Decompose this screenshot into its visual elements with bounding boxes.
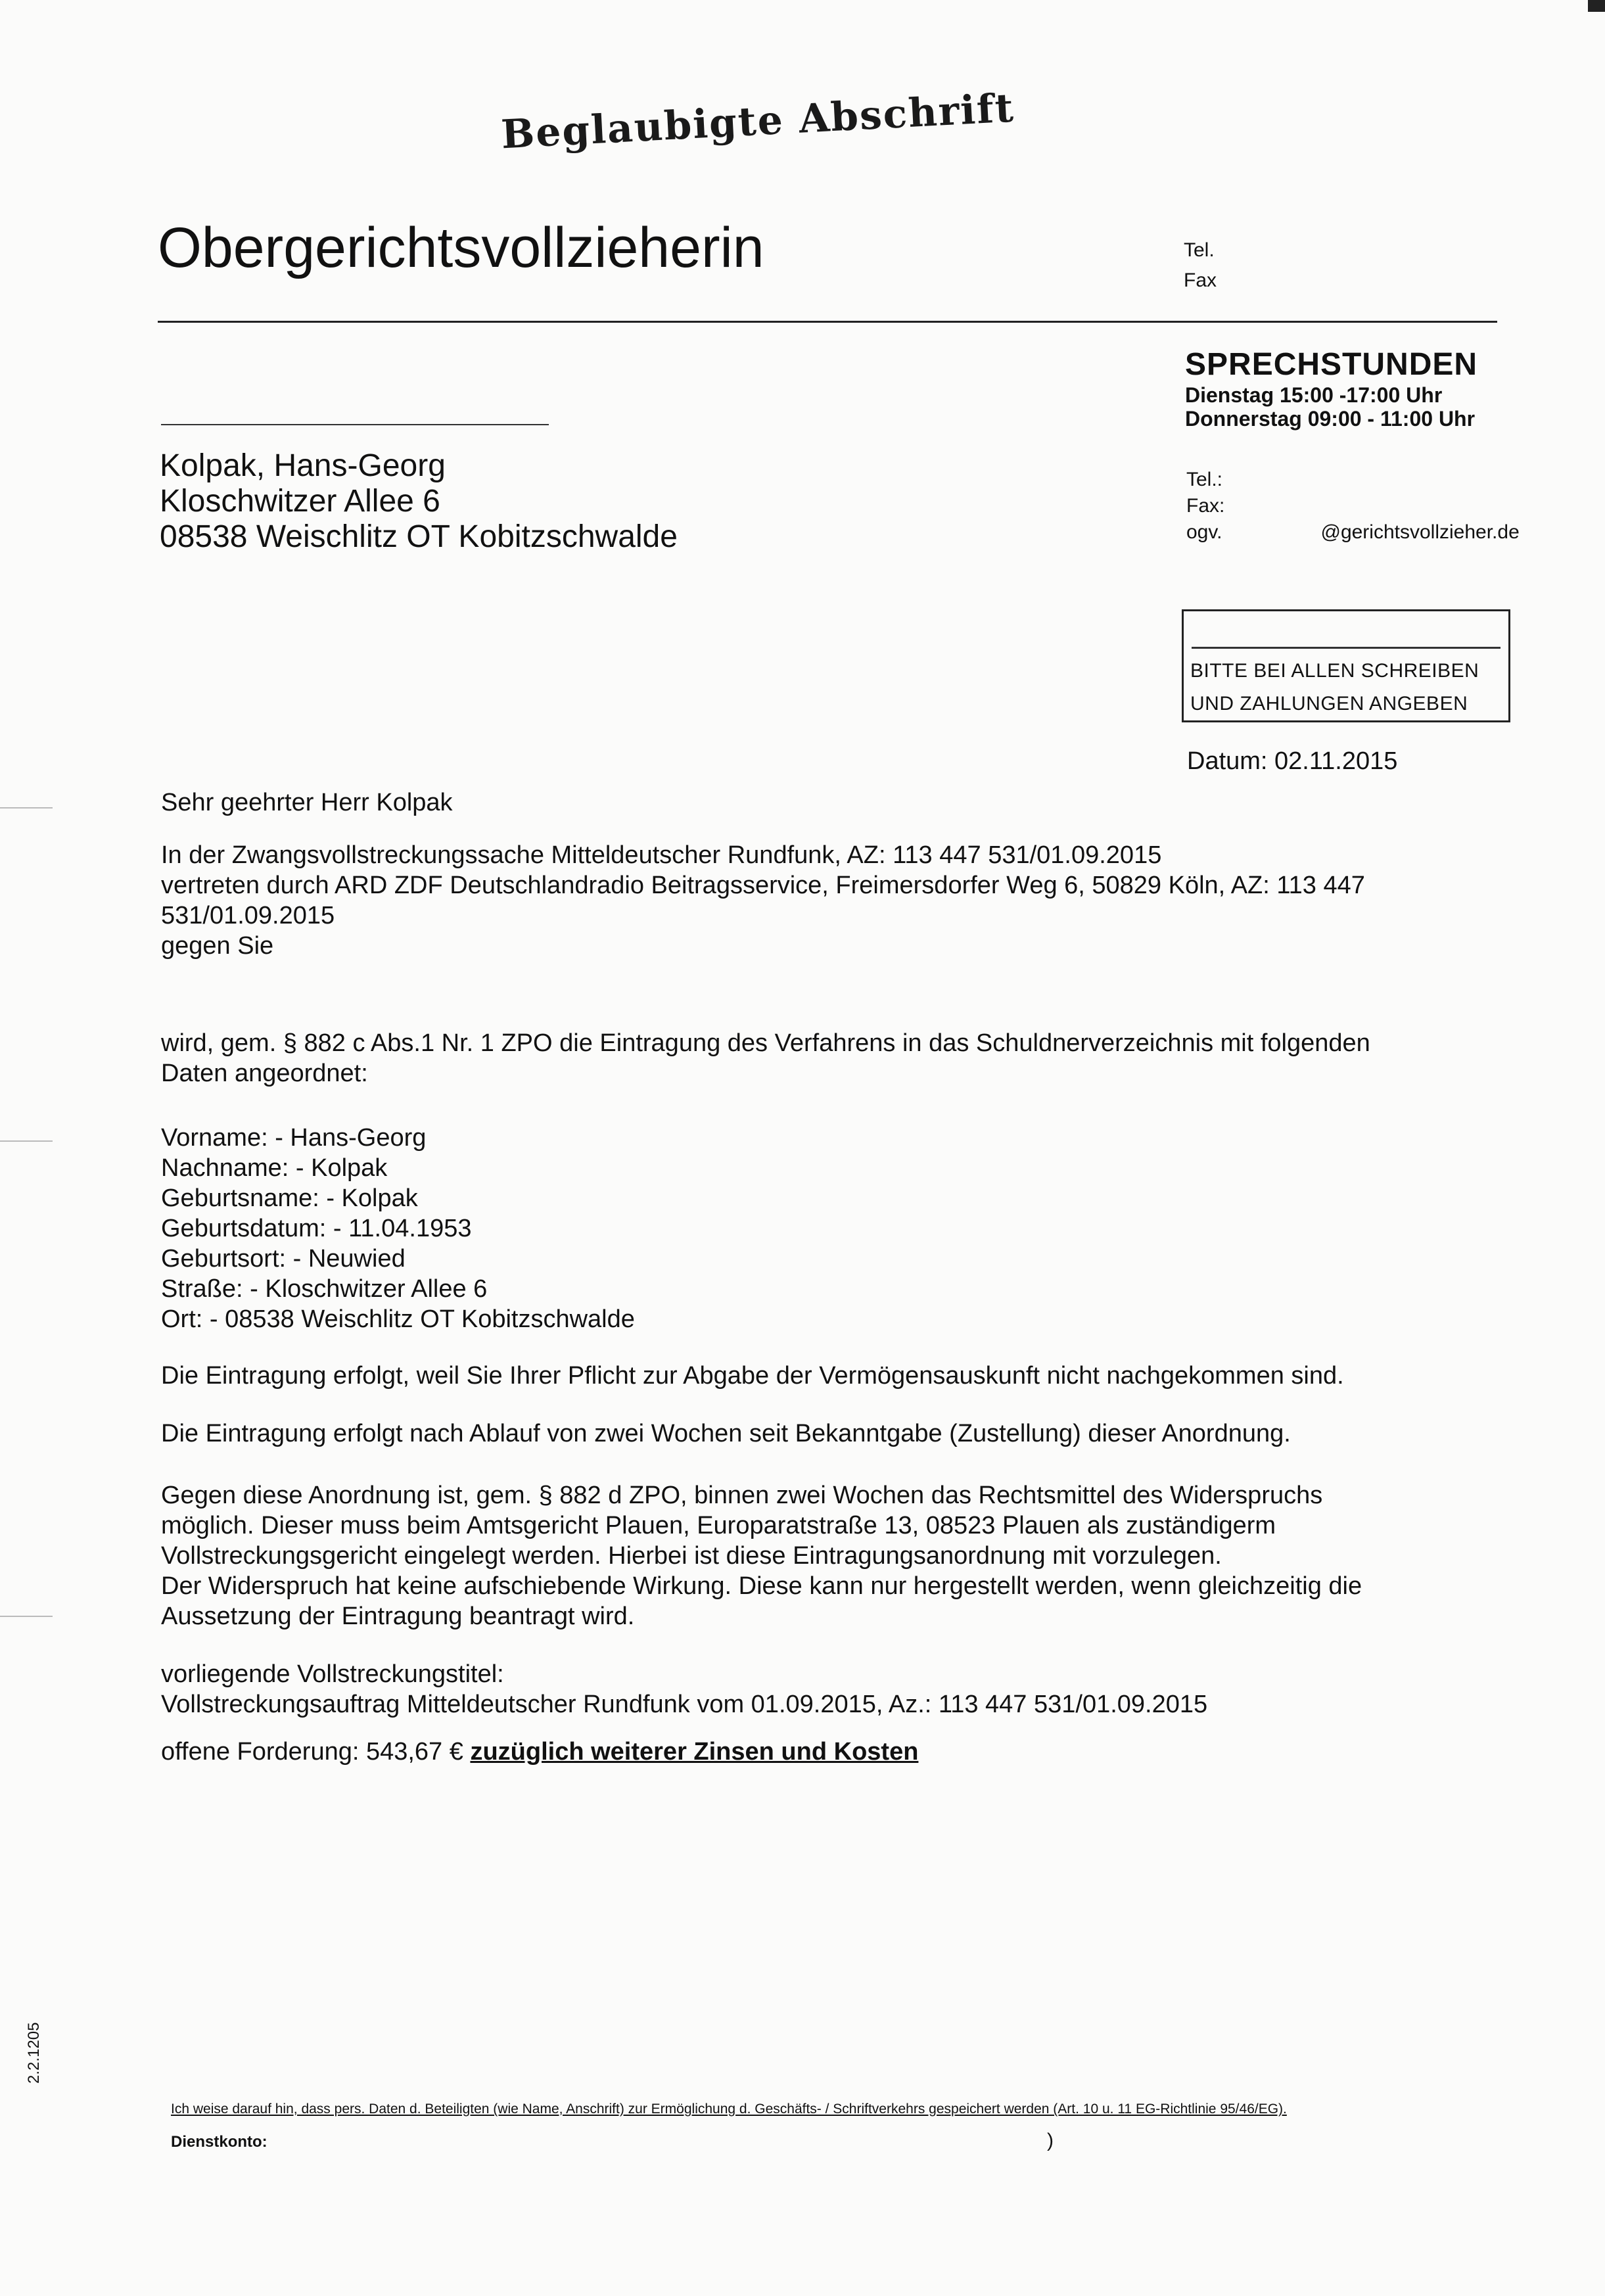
office-hours-title: SPRECHSTUNDEN [1185, 347, 1478, 382]
office-contact [1186, 467, 1520, 546]
certified-copy-stamp: Beglaubigte Abschrift [500, 85, 1016, 158]
claim-amount: offene Forderung: 543,67 € [161, 1738, 463, 1766]
top-tel-label: Tel. [1184, 239, 1215, 261]
top-contact [1184, 235, 1217, 296]
recipient-address [160, 448, 678, 555]
reference-box [1182, 609, 1510, 722]
contact-tel: Tel.: [1186, 469, 1223, 490]
contact-ogv: ogv. [1186, 521, 1222, 543]
titles-value: Vollstreckungsauftrag Mitteldeutscher Rundfunk vom 01.09.2015, Az.: 113 447 531/01.09.2015 [161, 1691, 1208, 1718]
field-street: Straße: - Kloschwitzer Allee 6 [161, 1275, 488, 1303]
field-city: Ort: - 08538 Weischlitz OT Kobitzschwalde [161, 1305, 635, 1333]
office-title: Obergerichtsvollzieherin [158, 216, 764, 279]
order-line: Daten angeordnet: [161, 1060, 368, 1087]
order-statement [161, 1028, 1508, 1089]
field-first-name: Vorname: - Hans-Georg [161, 1124, 427, 1152]
letter-date: Datum: 02.11.2015 [1187, 747, 1398, 775]
header-divider [158, 321, 1497, 323]
reference-number-redacted [1192, 647, 1500, 649]
contact-email: @gerichtsvollzieher.de [1320, 521, 1520, 543]
field-last-name: Nachname: - Kolpak [161, 1154, 388, 1182]
entry-timing: Die Eintragung erfolgt nach Ablauf von zwei Wochen seit Bekanntgabe (Zustellung) dieser Anordnung. [161, 1420, 1291, 1447]
debtor-fields [161, 1123, 1508, 1334]
enforcement-titles [161, 1659, 1508, 1720]
entry-reason: Die Eintragung erfolgt, weil Sie Ihrer Pflicht zur Abgabe der Vermögensauskunft nicht nachgekommen sind. [161, 1362, 1344, 1390]
salutation: Sehr geehrter Herr Kolpak [161, 789, 453, 816]
legal-remedy [161, 1480, 1508, 1631]
reference-note-line: BITTE BEI ALLEN SCHREIBEN [1190, 660, 1479, 682]
side-form-code: 2.2.1205 [25, 2022, 43, 2084]
fold-mark [0, 1616, 53, 1617]
account-label: Dienstkonto: [171, 2133, 268, 2151]
remedy-line: Aussetzung der Eintragung beantragt wird. [161, 1603, 635, 1630]
fold-mark [0, 807, 53, 808]
privacy-footnote: Ich weise darauf hin, dass pers. Daten d. Beteiligten (wie Name, Anschrift) zur Ermöglichung d. Geschäfts- / Schriftverkehrs gespeichert werden (Art. 10 u. 11 EG-Richtlinie 95/46/EG). [171, 2101, 1287, 2117]
office-hours-line: Donnerstag 09:00 - 11:00 Uhr [1185, 407, 1476, 431]
recipient-name: Kolpak, Hans-Georg [160, 448, 446, 483]
case-line: 531/01.09.2015 [161, 902, 335, 929]
recipient-street: Kloschwitzer Allee 6 [160, 484, 440, 519]
case-line: gegen Sie [161, 932, 274, 960]
office-hours-line: Dienstag 15:00 -17:00 Uhr [1185, 383, 1443, 407]
recipient-city: 08538 Weischlitz OT Kobitzschwalde [160, 519, 678, 554]
field-birth-name: Geburtsname: - Kolpak [161, 1184, 418, 1212]
case-line: vertreten durch ARD ZDF Deutschlandradio Beitragsservice, Freimersdorfer Weg 6, 50829 Köln, AZ: 113 447 [161, 872, 1365, 899]
remedy-line: Vollstreckungsgericht eingelegt werden. Hierbei ist diese Eintragungsanordnung mit vorzulegen. [161, 1542, 1222, 1570]
titles-label: vorliegende Vollstreckungstitel: [161, 1660, 504, 1688]
account-paren: ) [1047, 2130, 1054, 2151]
field-birth-date: Geburtsdatum: - 11.04.1953 [161, 1215, 472, 1242]
remedy-line: Gegen diese Anordnung ist, gem. § 882 d ZPO, binnen zwei Wochen das Rechtsmittel des Widerspruchs [161, 1482, 1323, 1509]
case-line: In der Zwangsvollstreckungssache Mitteldeutscher Rundfunk, AZ: 113 447 531/01.09.2015 [161, 841, 1162, 869]
open-claim [161, 1737, 1508, 1767]
case-details [161, 840, 1508, 961]
remedy-line: möglich. Dieser muss beim Amtsgericht Plauen, Europaratstraße 13, 08523 Plauen als zuständigerm [161, 1512, 1276, 1539]
reference-note-line: UND ZAHLUNGEN ANGEBEN [1190, 693, 1468, 715]
claim-extra: zuzüglich weiterer Zinsen und Kosten [470, 1738, 919, 1766]
corner-mark [1588, 0, 1605, 12]
sender-line-redacted [161, 424, 549, 425]
remedy-line: Der Widerspruch hat keine aufschiebende Wirkung. Diese kann nur hergestellt werden, wenn gleichzeitig die [161, 1572, 1362, 1600]
contact-fax: Fax: [1186, 495, 1225, 517]
top-fax-label: Fax [1184, 269, 1217, 291]
field-birth-place: Geburtsort: - Neuwied [161, 1245, 406, 1273]
order-line: wird, gem. § 882 c Abs.1 Nr. 1 ZPO die Eintragung des Verfahrens in das Schuldnerverzeichnis mit folgenden [161, 1029, 1370, 1057]
office-hours [1185, 383, 1475, 431]
fold-mark [0, 1140, 53, 1142]
